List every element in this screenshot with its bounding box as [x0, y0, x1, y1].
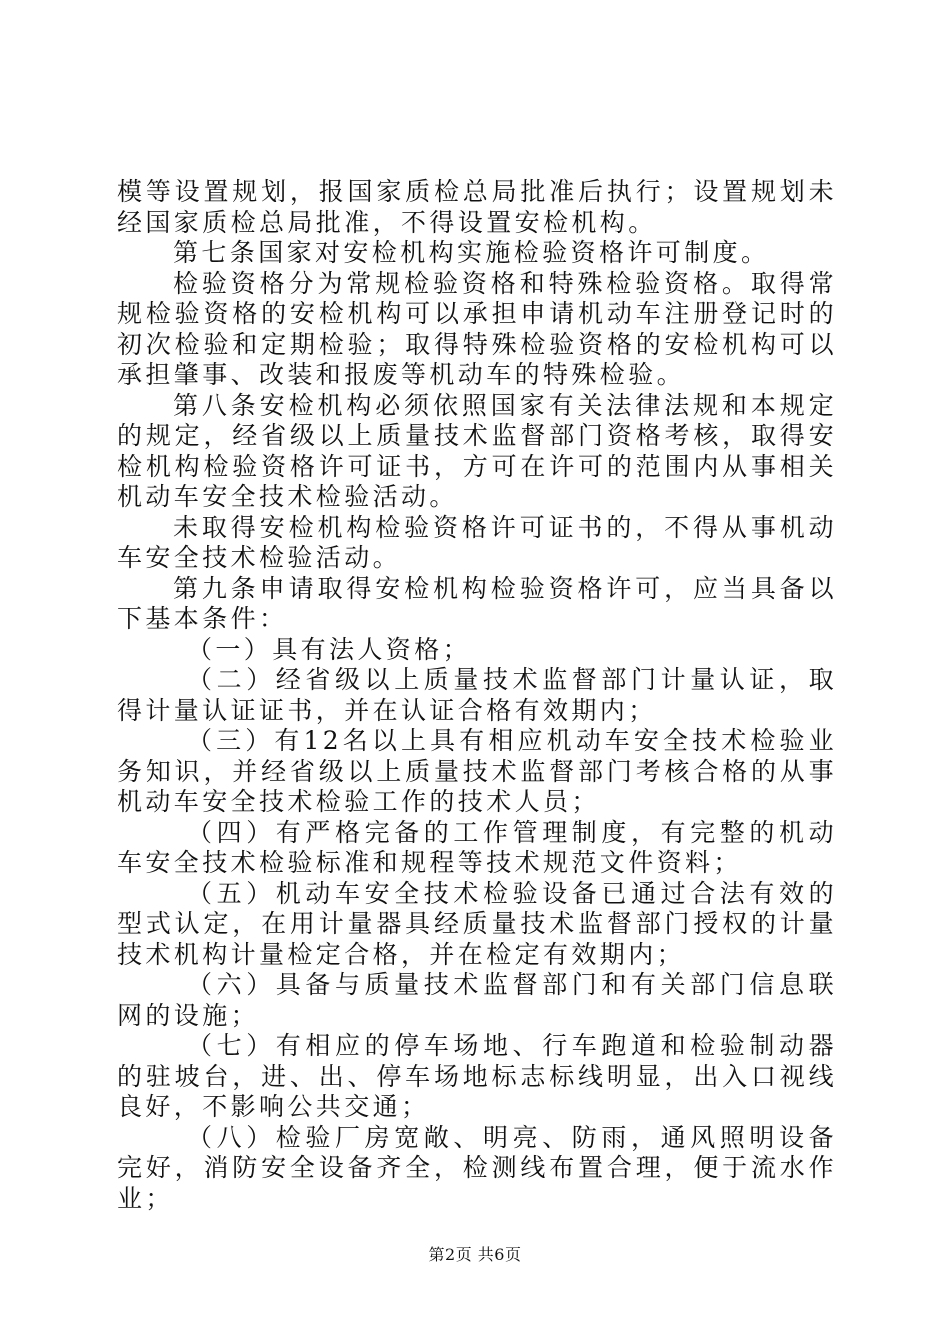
condition-item-1: （一）具有法人资格；: [187, 634, 472, 664]
document-body: [117, 177, 837, 1214]
condition-item-5: （五）机动车安全技术检验设备已通过合法有效的型式认定，在用计量器具经质量技术监督部门授权的计量技术机构计量检定合格，并在检定有效期内；: [117, 878, 837, 969]
article-9-paragraph: 第九条申请取得安检机构检验资格许可，应当具备以下基本条件：: [117, 573, 837, 633]
qualification-types-paragraph: 检验资格分为常规检验资格和特殊检验资格。取得常规检验资格的安检机构可以承担申请机动车注册登记时的初次检验和定期检验；取得特殊检验资格的安检机构可以承担肇事、改装和报废等机动车的特殊检验。: [117, 268, 837, 389]
condition-item-4: （四）有严格完备的工作管理制度，有完整的机动车安全技术检验标准和规程等技术规范文件资料；: [117, 817, 837, 877]
paragraph-continuation: 模等设置规划，报国家质检总局批准后执行；设置规划未经国家质检总局批准，不得设置安检机构。: [117, 177, 837, 237]
article-7-paragraph: 第七条国家对安检机构实施检验资格许可制度。: [173, 238, 770, 267]
page-number-footer: 第2页 共6页: [428, 1245, 522, 1264]
condition-item-6: （六）具备与质量技术监督部门和有关部门信息联网的设施；: [117, 970, 837, 1030]
condition-item-3: （三）有12名以上具有相应机动车安全技术检验业务知识，并经省级以上质量技术监督部门考核合格的从事机动车安全技术检验工作的技术人员；: [117, 726, 837, 816]
condition-item-2: （二）经省级以上质量技术监督部门计量认证，取得计量认证证书，并在认证合格有效期内；: [117, 665, 837, 725]
condition-item-7: （七）有相应的停车场地、行车跑道和检验制动器的驻坡台，进、出、停车场地标志标线明显，出入口视线良好，不影响公共交通；: [117, 1031, 837, 1121]
no-license-paragraph: 未取得安检机构检验资格许可证书的，不得从事机动车安全技术检验活动。: [117, 512, 837, 572]
article-8-paragraph: 第八条安检机构必须依照国家有关法律法规和本规定的规定，经省级以上质量技术监督部门资格考核，取得安检机构检验资格许可证书，方可在许可的范围内从事相关机动车安全技术检验活动。: [117, 390, 837, 511]
condition-item-8: （八）检验厂房宽敞、明亮、防雨，通风照明设备完好，消防安全设备齐全，检测线布置合理，便于流水作业；: [117, 1122, 837, 1213]
